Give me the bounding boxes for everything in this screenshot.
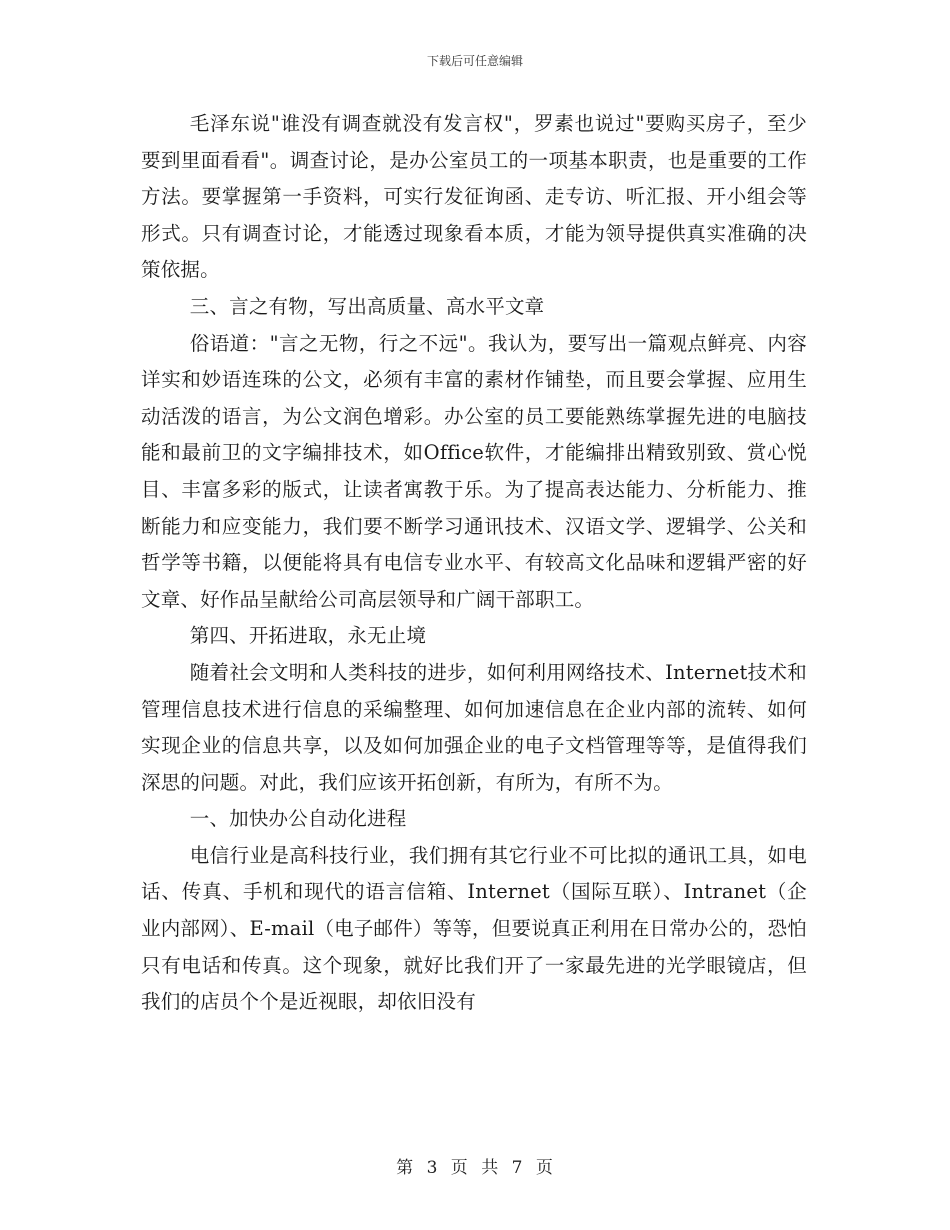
document-body: [141, 106, 807, 1021]
paragraph-innovation: 随着社会文明和人类科技的进步，如何利用网络技术、Internet技术和管理信息技术进行信息的采编整理、如何加速信息在企业内部的流转、如何实现企业的信息共享，以及如何加强企业的电子文档管理等等，是值得我们深思的问题。对此，我们应该开拓创新，有所为，有所不为。: [141, 660, 807, 794]
page-number: 第 3 页 共 7 页: [396, 1158, 554, 1178]
paragraph-office-automation: 电信行业是高科技行业，我们拥有其它行业不可比拟的通讯工具，如电话、传真、手机和现代的语言信箱、Internet（国际互联）、Intranet（企业内部网）、E-mail（电子邮件）等等，但要说真正利用在日常办公的，恐怕只有电话和传真。这个现象，就好比我们开了一家最先进的光学眼镜店，但我们的店员个个是近视眼，却依旧没有: [141, 843, 807, 1014]
paragraph-writing: 俗语道："言之无物，行之不远"。我认为，要写出一篇观点鲜亮、内容详实和妙语连珠的公文，必须有丰富的素材作铺垫，而且要会掌握、应用生动活泼的语言，为公文润色增彩。办公室的员工要能熟练掌握先进的电脑技能和最前卫的文字编排技术，如Office软件，才能编排出精致别致、赏心悦目、丰富多彩的版式，让读者寓教于乐。为了提高表达能力、分析能力、推断能力和应变能力，我们要不断学习通讯技术、汉语文学、逻辑学、公关和哲学等书籍，以便能将具有电信专业水平、有较高文化品味和逻辑严密的好文章、好作品呈献给公司高层领导和广阔干部职工。: [141, 331, 807, 611]
section-heading-3: 三、言之有物，写出高质量、高水平文章: [189, 294, 545, 318]
page-header: 下载后可任意编辑: [426, 54, 523, 68]
section-heading-1: 一、加快办公自动化进程: [189, 807, 407, 831]
section-heading-4: 第四、开拓进取，永无止境: [189, 624, 427, 648]
paragraph-investigation: 毛泽东说"谁没有调查就没有发言权"，罗素也说过"要购买房子，至少要到里面看看"。调查讨论，是办公室员工的一项基本职责，也是重要的工作方法。要掌握第一手资料，可实行发征询函、走专访、听汇报、开小组会等形式。只有调查讨论，才能透过现象看本质，才能为领导提供真实准确的决策依据。: [141, 112, 807, 282]
